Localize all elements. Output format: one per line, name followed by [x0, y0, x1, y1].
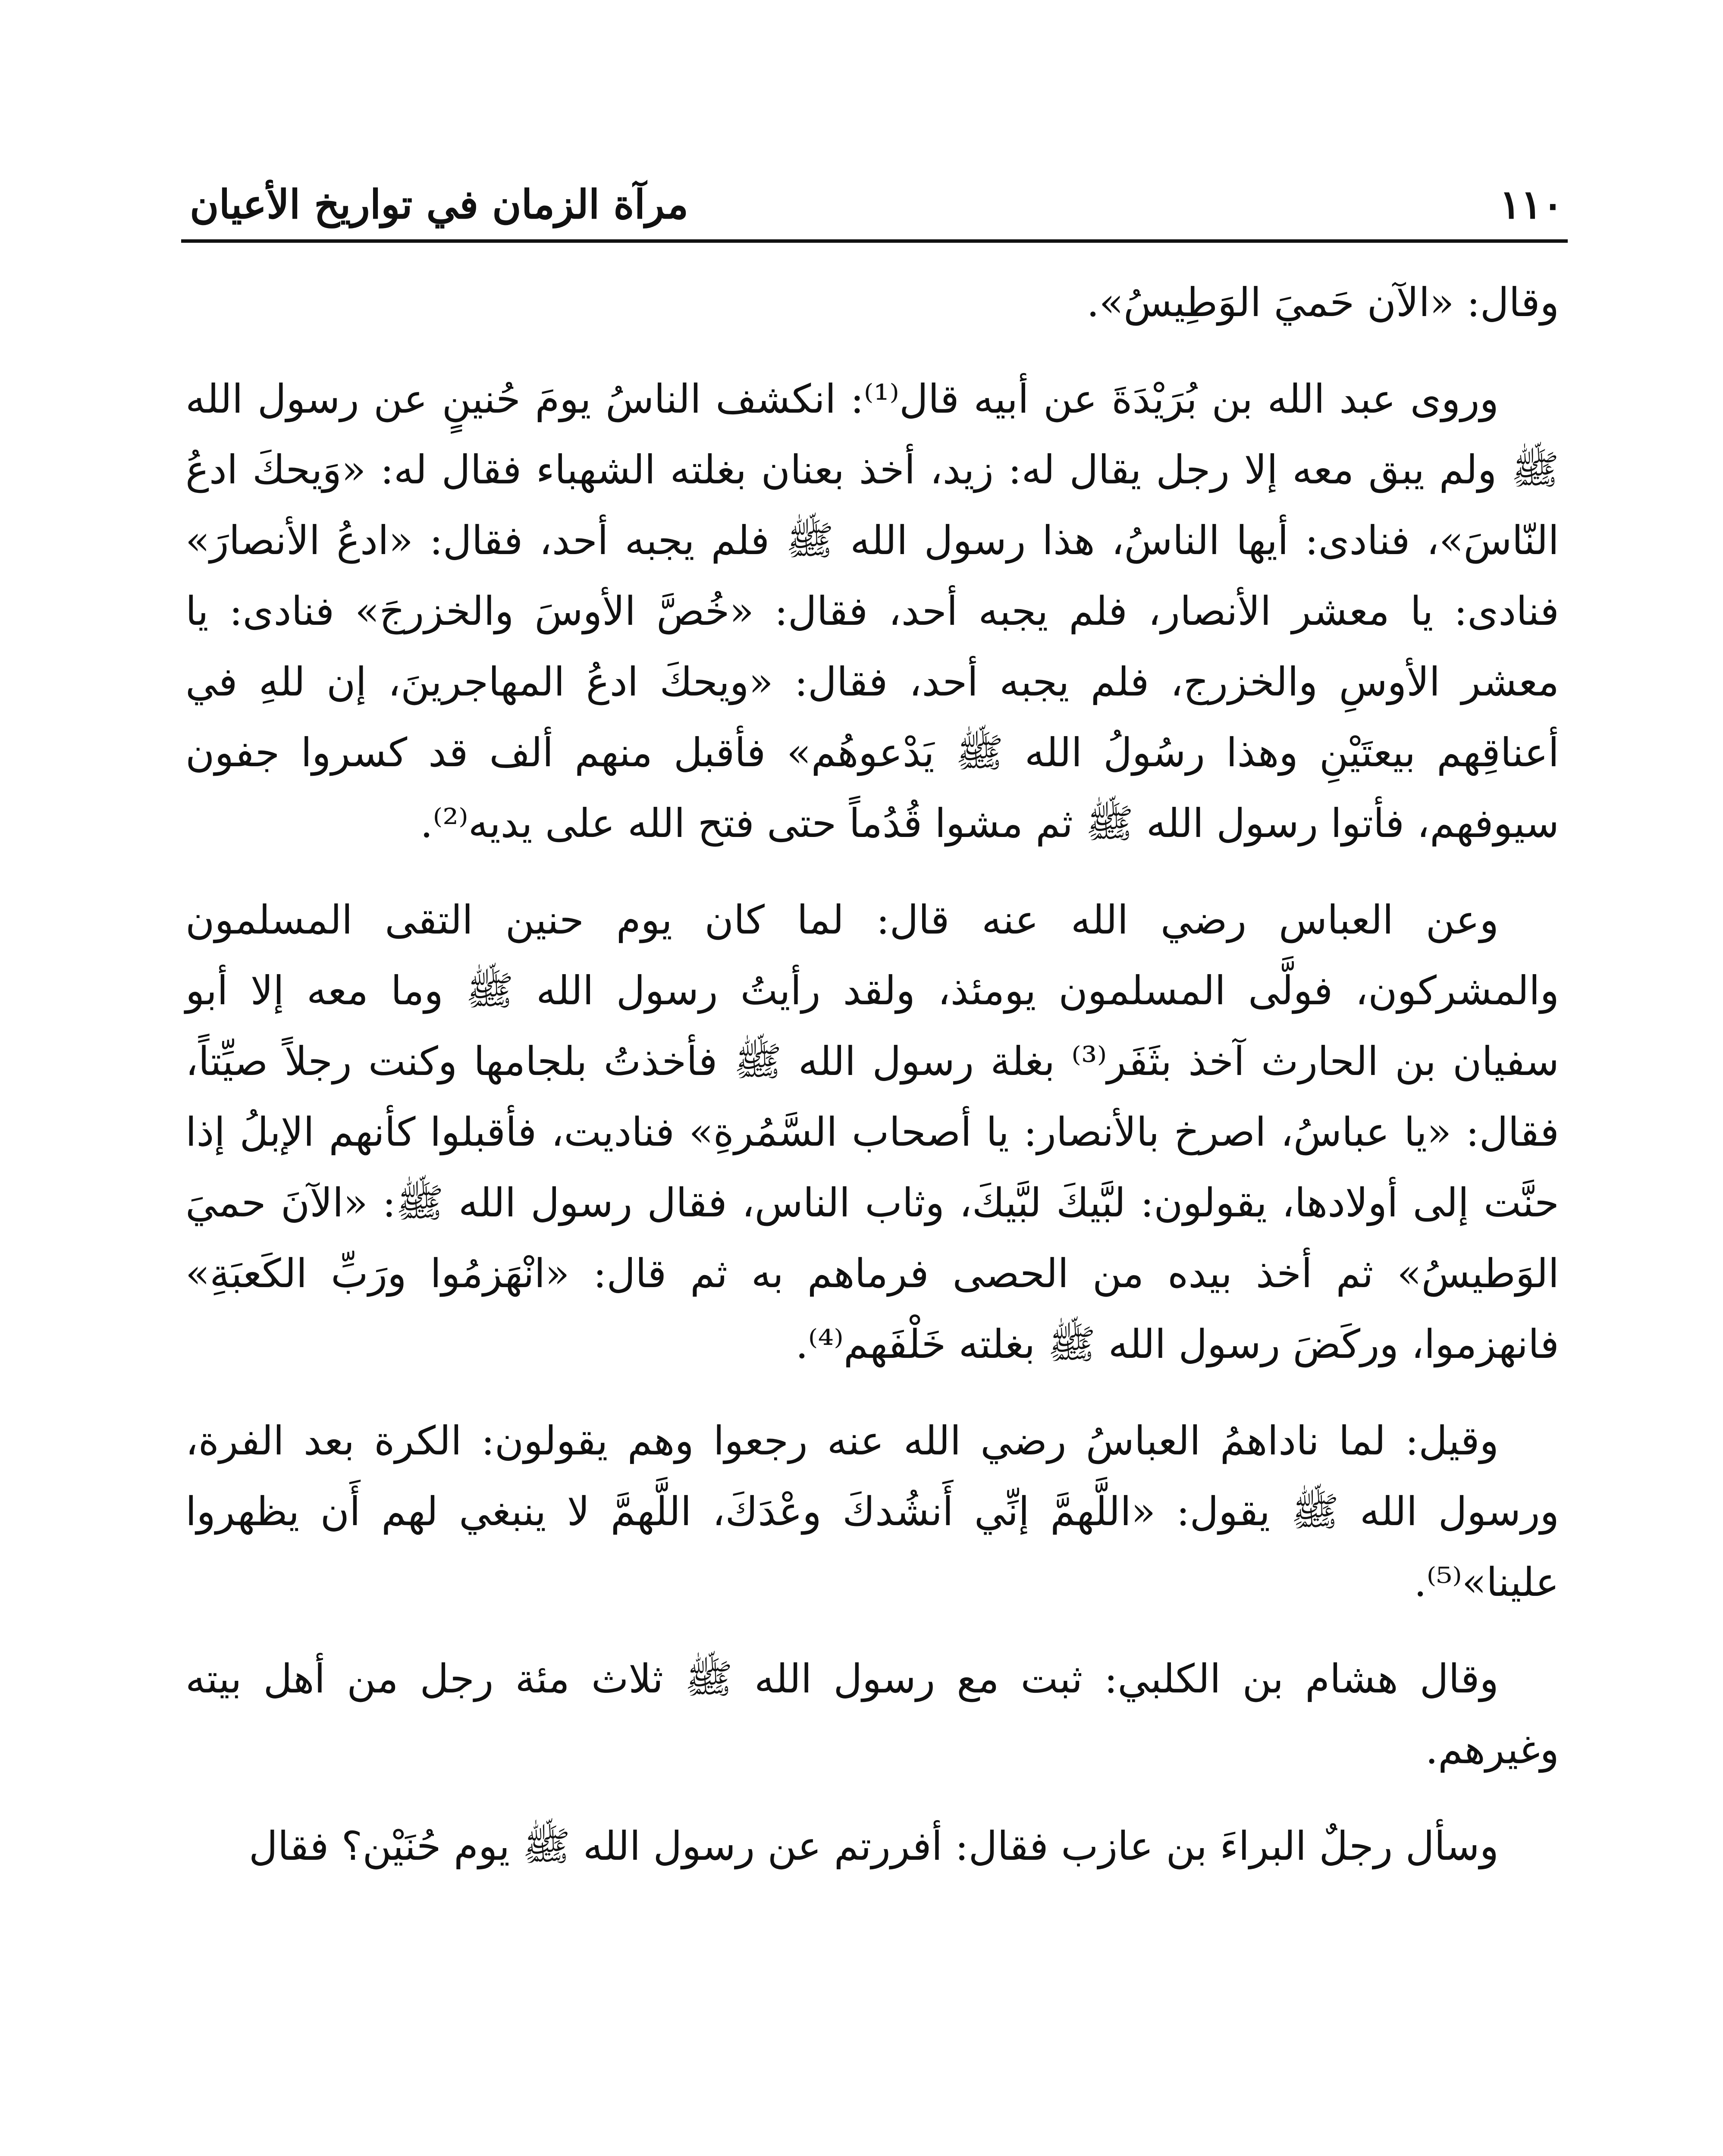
page-number: ١١٠	[1499, 181, 1563, 228]
header-rule	[181, 239, 1568, 243]
paragraph: وقال: «الآن حَميَ الوَطِيسُ».	[1086, 279, 1559, 326]
running-title: مرآة الزمان في تواريخ الأعيان	[190, 181, 689, 228]
paragraph: وقيل: لما ناداهمُ العباسُ رضي الله عنه رجعوا وهم يقولون: الكرة بعد الفرة، ورسول الله ﷺ يقول: «اللَّهمَّ إنِّي أَنشُدكَ وعْدَكَ، اللَّهمَّ لا ينبغي لهم أَن يظهروا علينا»⁽⁵⁾.	[185, 1418, 1559, 1605]
body-text	[185, 267, 1559, 1908]
page-header	[190, 172, 1563, 237]
paragraph: وسأل رجلٌ البراءَ بن عازب فقال: أفررتم عن رسول الله ﷺ يوم حُنَيْن؟ فقال	[248, 1823, 1499, 1869]
paragraph: وعن العباس رضي الله عنه قال: لما كان يوم حنين التقى المسلمون والمشركون، فولَّى المسلمون يومئذ، ولقد رأيتُ رسول الله ﷺ وما معه إلا أبو سفيان بن الحارث آخذ بثَفَر⁽³⁾ بغلة رسول الله ﷺ فأخذتُ بلجامها وكنت رجلاً صيِّتاً، فقال: «يا عباسُ، اصرخ بالأنصار: يا أصحاب السَّمُرةِ» فناديت، فأقبلوا كأنهم الإبلُ إذا حنَّت إلى أولادها، يقولون: لبَّيكَ لبَّيكَ، وثاب الناس، فقال رسول الله ﷺ: «الآنَ حميَ الوَطيسُ» ثم أخذ بيده من الحصى فرماهم به ثم قال: «انْهَزمُوا ورَبِّ الكَعبَةِ» فانهزموا، وركَضَ رسول الله ﷺ بغلته خَلْفَهم⁽⁴⁾.	[185, 897, 1560, 1367]
paragraph: وقال هشام بن الكلبي: ثبت مع رسول الله ﷺ ثلاث مئة رجل من أهل بيته وغيرهم.	[185, 1656, 1559, 1773]
paragraph: وروى عبد الله بن بُرَيْدَةَ عن أبيه قال⁽¹⁾: انكشف الناسُ يومَ حُنينٍ عن رسول الله ﷺ ولم يبق معه إلا رجل يقال له: زيد، أخذ بعنان بغلته الشهباء فقال له: «وَيحكَ ادعُ النّاسَ»، فنادى: أيها الناسُ، هذا رسول الله ﷺ فلم يجبه أحد، فقال: «ادعُ الأنصارَ» فنادى: يا معشر الأنصار، فلم يجبه أحد، فقال: «خُصَّ الأوسَ والخزرجَ» فنادى: يا معشر الأوسِ والخزرج، فلم يجبه أحد، فقال: «ويحكَ ادعُ المهاجرينَ، إن للهِ في أعناقِهم بيعتَيْنِ وهذا رسُولُ الله ﷺ يَدْعوهُم» فأقبل منهم ألف قد كسروا جفون سيوفهم، فأتوا رسول الله ﷺ ثم مشوا قُدُماً حتى فتح الله على يديه⁽²⁾.	[185, 376, 1559, 846]
